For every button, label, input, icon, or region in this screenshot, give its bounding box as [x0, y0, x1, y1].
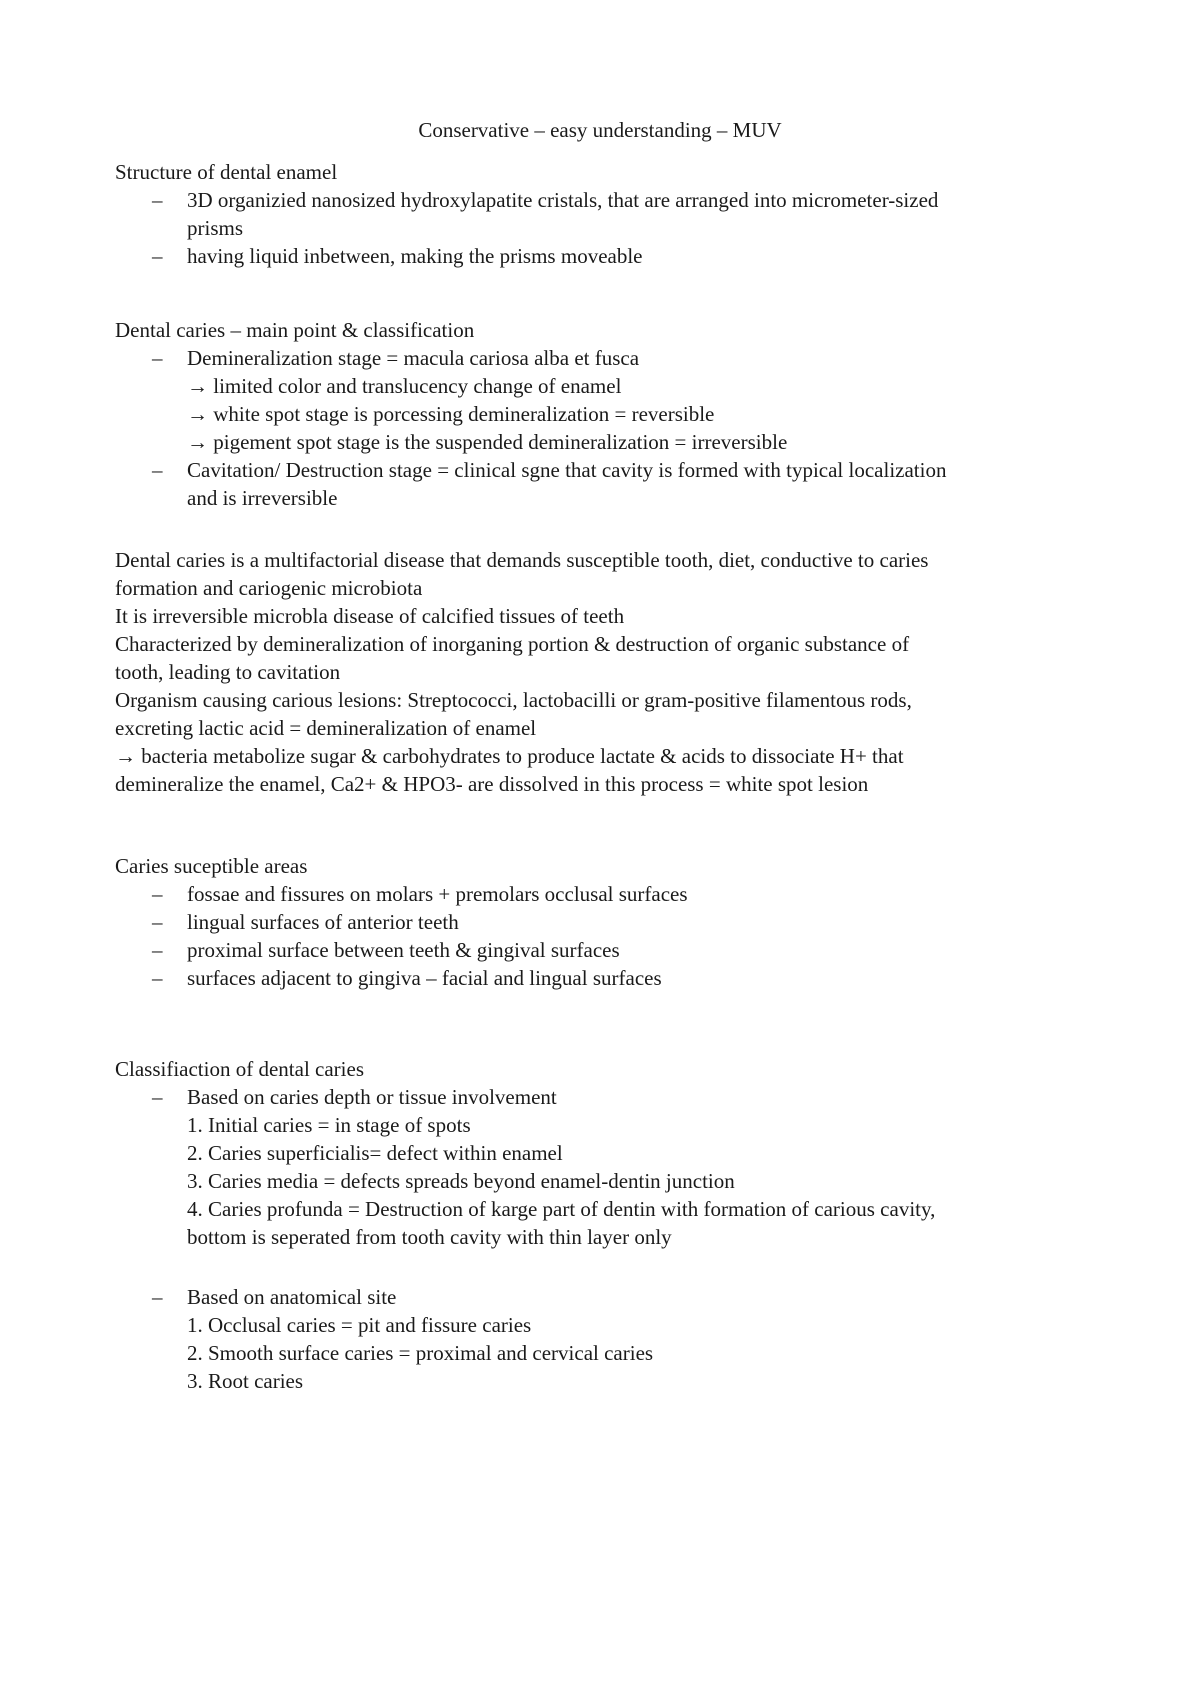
paragraph-line: formation and cariogenic microbiota	[115, 576, 423, 600]
list-item-text: fossae and fissures on molars + premolars occlusal surfaces	[187, 882, 688, 906]
section-heading: Classifiaction of dental caries	[115, 1057, 364, 1081]
dash-bullet: –	[152, 346, 163, 370]
paragraph-line: It is irreversible microbla disease of calcified tissues of teeth	[115, 604, 625, 628]
dash-bullet: –	[152, 1085, 163, 1109]
list-item-text: surfaces adjacent to gingiva – facial and lingual surfaces	[187, 966, 662, 990]
section-classification	[115, 1055, 1075, 1251]
paragraph-line: excreting lactic acid = demineralization of enamel	[115, 716, 537, 740]
section-enamel	[115, 158, 1075, 270]
list-item-text: 3D organizied nanosized hydroxylapatite cristals, that are arranged into micrometer-sized	[187, 188, 939, 212]
list-item	[115, 1083, 1075, 1251]
dash-bullet: –	[152, 938, 163, 962]
dash-bullet: –	[152, 188, 163, 212]
section-heading: Caries suceptible areas	[115, 854, 308, 878]
list-item-text: Demineralization stage = macula cariosa alba et fusca	[187, 346, 640, 370]
dash-bullet: –	[152, 458, 163, 482]
section-susceptible-areas	[115, 852, 1075, 992]
list-item	[115, 1283, 1075, 1395]
numbered-point: 2. Caries superficialis= defect within enamel	[187, 1141, 563, 1165]
paragraph-caries-description	[115, 546, 1075, 798]
numbered-point: 3. Caries media = defects spreads beyond enamel-dentin junction	[187, 1169, 735, 1193]
list-item-text: proximal surface between teeth & gingival surfaces	[187, 938, 620, 962]
list-item-text: and is irreversible	[187, 486, 338, 510]
sub-point: → white spot stage is porcessing demineralization = reversible	[187, 402, 715, 426]
list-item	[115, 936, 1075, 964]
paragraph-line: → bacteria metabolize sugar & carbohydrates to produce lactate & acids to dissociate H+ that	[115, 744, 904, 768]
list-item	[115, 242, 1075, 270]
document-title: Conservative – easy understanding – MUV	[418, 118, 782, 142]
paragraph-line: Organism causing carious lesions: Streptococci, lactobacilli or gram-positive filamentous rods,	[115, 688, 912, 712]
numbered-point: 3. Root caries	[187, 1369, 304, 1393]
sub-point: → pigement spot stage is the suspended demineralization = irreversible	[187, 430, 788, 454]
numbered-point: 1. Initial caries = in stage of spots	[187, 1113, 471, 1137]
list-item-text: having liquid inbetween, making the prisms moveable	[187, 244, 643, 268]
list-item-text: Based on caries depth or tissue involvement	[187, 1085, 557, 1109]
section-heading: Dental caries – main point & classification	[115, 318, 475, 342]
section-heading: Structure of dental enamel	[115, 160, 338, 184]
list-item-text: prisms	[187, 216, 244, 240]
list-item-text: lingual surfaces of anterior teeth	[187, 910, 459, 934]
paragraph-line: Characterized by demineralization of inorganing portion & destruction of organic substance of	[115, 632, 910, 656]
list-item-text: Based on anatomical site	[187, 1285, 397, 1309]
paragraph-line: Dental caries is a multifactorial disease that demands susceptible tooth, diet, conductive to caries	[115, 548, 929, 572]
dash-bullet: –	[152, 1285, 163, 1309]
section-classification-site	[115, 1283, 1075, 1395]
paragraph-line: tooth, leading to cavitation	[115, 660, 341, 684]
dash-bullet: –	[152, 882, 163, 906]
list-item	[115, 344, 1075, 456]
numbered-point: 4. Caries profunda = Destruction of karge part of dentin with formation of carious cavity,	[187, 1197, 936, 1221]
dash-bullet: –	[152, 910, 163, 934]
list-item	[115, 964, 1075, 992]
dash-bullet: –	[152, 966, 163, 990]
sub-point: → limited color and translucency change of enamel	[187, 374, 622, 398]
list-item	[115, 880, 1075, 908]
paragraph-line: demineralize the enamel, Ca2+ & HPO3- are dissolved in this process = white spot lesion	[115, 772, 869, 796]
list-item-text: Cavitation/ Destruction stage = clinical sgne that cavity is formed with typical localization	[187, 458, 947, 482]
numbered-point: bottom is seperated from tooth cavity with thin layer only	[187, 1225, 672, 1249]
numbered-point: 1. Occlusal caries = pit and fissure caries	[187, 1313, 532, 1337]
numbered-point: 2. Smooth surface caries = proximal and cervical caries	[187, 1341, 654, 1365]
section-caries	[115, 316, 1075, 512]
list-item	[115, 186, 1075, 242]
list-item	[115, 456, 1075, 512]
dash-bullet: –	[152, 244, 163, 268]
list-item	[115, 908, 1075, 936]
